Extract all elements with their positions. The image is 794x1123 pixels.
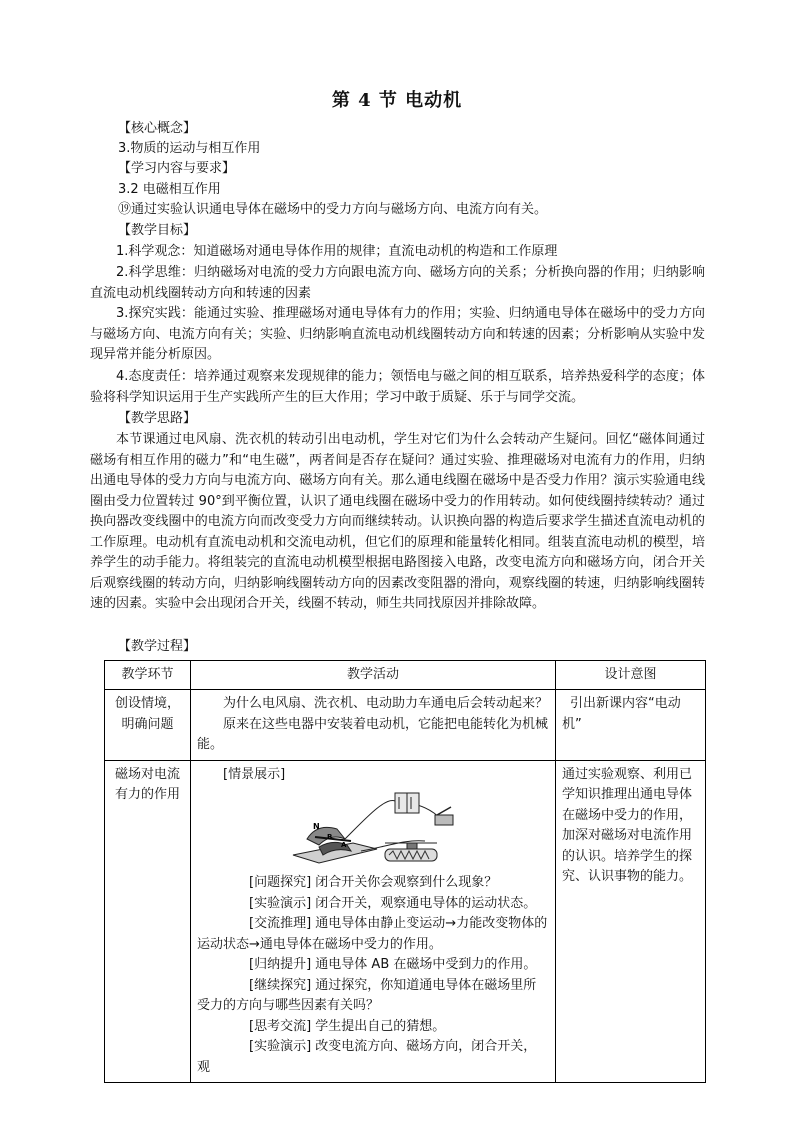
think-tag: [思考交流] bbox=[249, 1018, 312, 1034]
experiment-diagram bbox=[285, 789, 475, 871]
goal-3: 3.探究实践：能通过实验、推理磁场对通电导体有力的作用；实验、归纳通电导体在磁场中的受力方向与磁场方向、电流方向有关；实验、归纳影响直流电动机线圈转动方向和转速的因素；分析影响从实验中发现异常并能分析原因。 bbox=[90, 306, 705, 362]
continue-tag: [继续探究] bbox=[249, 977, 312, 993]
demo2-text: 改变电流方向、磁场方向，闭合开关，观 bbox=[197, 1039, 537, 1075]
teaching-process-table bbox=[104, 660, 706, 1083]
question-tag: [问题探究] bbox=[249, 875, 312, 890]
header-activity: 教学活动 bbox=[191, 661, 556, 690]
goal-1: 1.科学观念：知道磁场对通电导体作用的规律；直流电动机的构造和工作原理 bbox=[116, 244, 558, 259]
continue-step bbox=[197, 976, 549, 1017]
demo-text: 闭合开关，观察通电导体的运动状态。 bbox=[315, 895, 537, 911]
summary-step bbox=[197, 955, 549, 976]
table-row bbox=[105, 690, 706, 761]
summary-text: 通电导体 AB 在磁场中受到力的作用。 bbox=[315, 957, 537, 972]
question-text: 闭合开关你会观察到什么现象？ bbox=[315, 875, 498, 890]
demo2-step bbox=[197, 1037, 549, 1078]
think-step bbox=[197, 1017, 549, 1038]
label-a: A bbox=[341, 841, 347, 849]
page-title: 第 4 节 电动机 bbox=[331, 90, 463, 111]
activity-text: 原来在这些电器中安装着电动机，它能把电能转化为机械能。 bbox=[197, 716, 549, 752]
reason-step bbox=[197, 914, 549, 955]
question-step bbox=[197, 873, 549, 894]
requirements-detail: ⑲通过实验认识通电导体在磁场中的受力方向与磁场方向、电流方向有关。 bbox=[118, 202, 548, 217]
goals-heading: 【教学目标】 bbox=[118, 223, 197, 238]
table-header-row bbox=[105, 661, 706, 690]
think-text: 学生提出自己的猜想。 bbox=[315, 1018, 446, 1034]
requirements-heading: 【学习内容与要求】 bbox=[118, 161, 236, 176]
activity-text: 为什么电风扇、洗衣机、电动助力车通电后会转动起来？ bbox=[223, 696, 549, 711]
reason-tag: [交流推理] bbox=[249, 916, 312, 931]
summary-tag: [归纳提升] bbox=[249, 957, 312, 972]
core-concept-item: 3.物质的运动与相互作用 bbox=[118, 141, 261, 156]
activity-cell bbox=[191, 760, 556, 1083]
stage-cell: 磁场对电流有力的作用 bbox=[105, 760, 191, 1083]
reason-text: 通电导体由静止变运动→力能改变物体的运动状态→通电导体在磁场中受力的作用。 bbox=[197, 916, 548, 952]
process-heading: 【教学过程】 bbox=[118, 639, 197, 654]
goal-4: 4.态度责任：培养通过观察来发现规律的能力；领悟电与磁之间的相互联系，培养热爱科学的态度；体验将科学知识运用于生产实践所产生的巨大作用；学习中敢于质疑、乐于与同学交流。 bbox=[90, 369, 705, 405]
goal-2: 2.科学思维：归纳磁场对电流的受力方向跟电流方向、磁场方向的关系；分析换向器的作用；归纳影响直流电动机线圈转动方向和转速的因素 bbox=[90, 265, 705, 301]
teaching-idea-heading: 【教学思路】 bbox=[118, 411, 197, 426]
teaching-idea-text: 本节课通过电风扇、洗衣机的转动引出电动机，学生对它们为什么会转动产生疑问。回忆“磁体间通过磁场有相互作用的磁力”和“电生磁”，两者间是否存在疑问？通过实验、推理磁场对电流有力的作用，归纳出通电导体的受力方向与电流方向、磁场方向有关。那么通电线圈在磁场中是否受力作用？演示实验通电线圈由受力位置转过 90°到平衡位置，认识了通电线圈在磁场中受力的作用转动。如何使线圈持续转动？通过换向器改变线圈中的电流方向而改变受力方向而继续转动。认识换向器的构造后要求学生描述直流电动机的工作原理。电动机有直流电动机和交流电动机，但它们的原理和能量转化相同。组装直流电动机的模型，培养学生的动手能力。将组装完的直流电动机模型根据电路图接入电路，改变电流方向和磁场方向，闭合开关后观察线圈的转动方向，归纳影响线圈转动方向的因素改变阻器的滑向，观察线圈的转速，归纳影响线圈转速的因素。实验中会出现闭合开关，线圈不转动，师生共同找原因并排除故障。 bbox=[90, 432, 705, 611]
demo-step bbox=[197, 894, 549, 915]
design-cell: 通过实验观察、利用已学知识推理出通电导体在磁场中受力的作用，加深对磁场对电流作用的认识。培养学生的探究、认识事物的能力。 bbox=[556, 760, 706, 1083]
stage-cell: 创设情境，明确问题 bbox=[105, 690, 191, 761]
label-n: N bbox=[313, 822, 320, 831]
table-row bbox=[105, 760, 706, 1083]
requirements-item: 3.2 电磁相互作用 bbox=[118, 182, 221, 197]
activity-cell bbox=[191, 690, 556, 761]
demo2-tag: [实验演示] bbox=[249, 1039, 312, 1054]
scene-tag: [情景展示] bbox=[223, 766, 286, 782]
header-stage: 教学环节 bbox=[105, 661, 191, 690]
header-design: 设计意图 bbox=[556, 661, 706, 690]
demo-tag: [实验演示] bbox=[249, 895, 312, 911]
design-cell: 引出新课内容“电动机” bbox=[556, 690, 706, 761]
label-b: B bbox=[327, 833, 333, 841]
continue-text: 通过探究，你知道通电导体在磁场里所受力的方向与哪些因素有关吗？ bbox=[197, 977, 537, 1013]
core-concept-heading: 【核心概念】 bbox=[118, 121, 197, 136]
